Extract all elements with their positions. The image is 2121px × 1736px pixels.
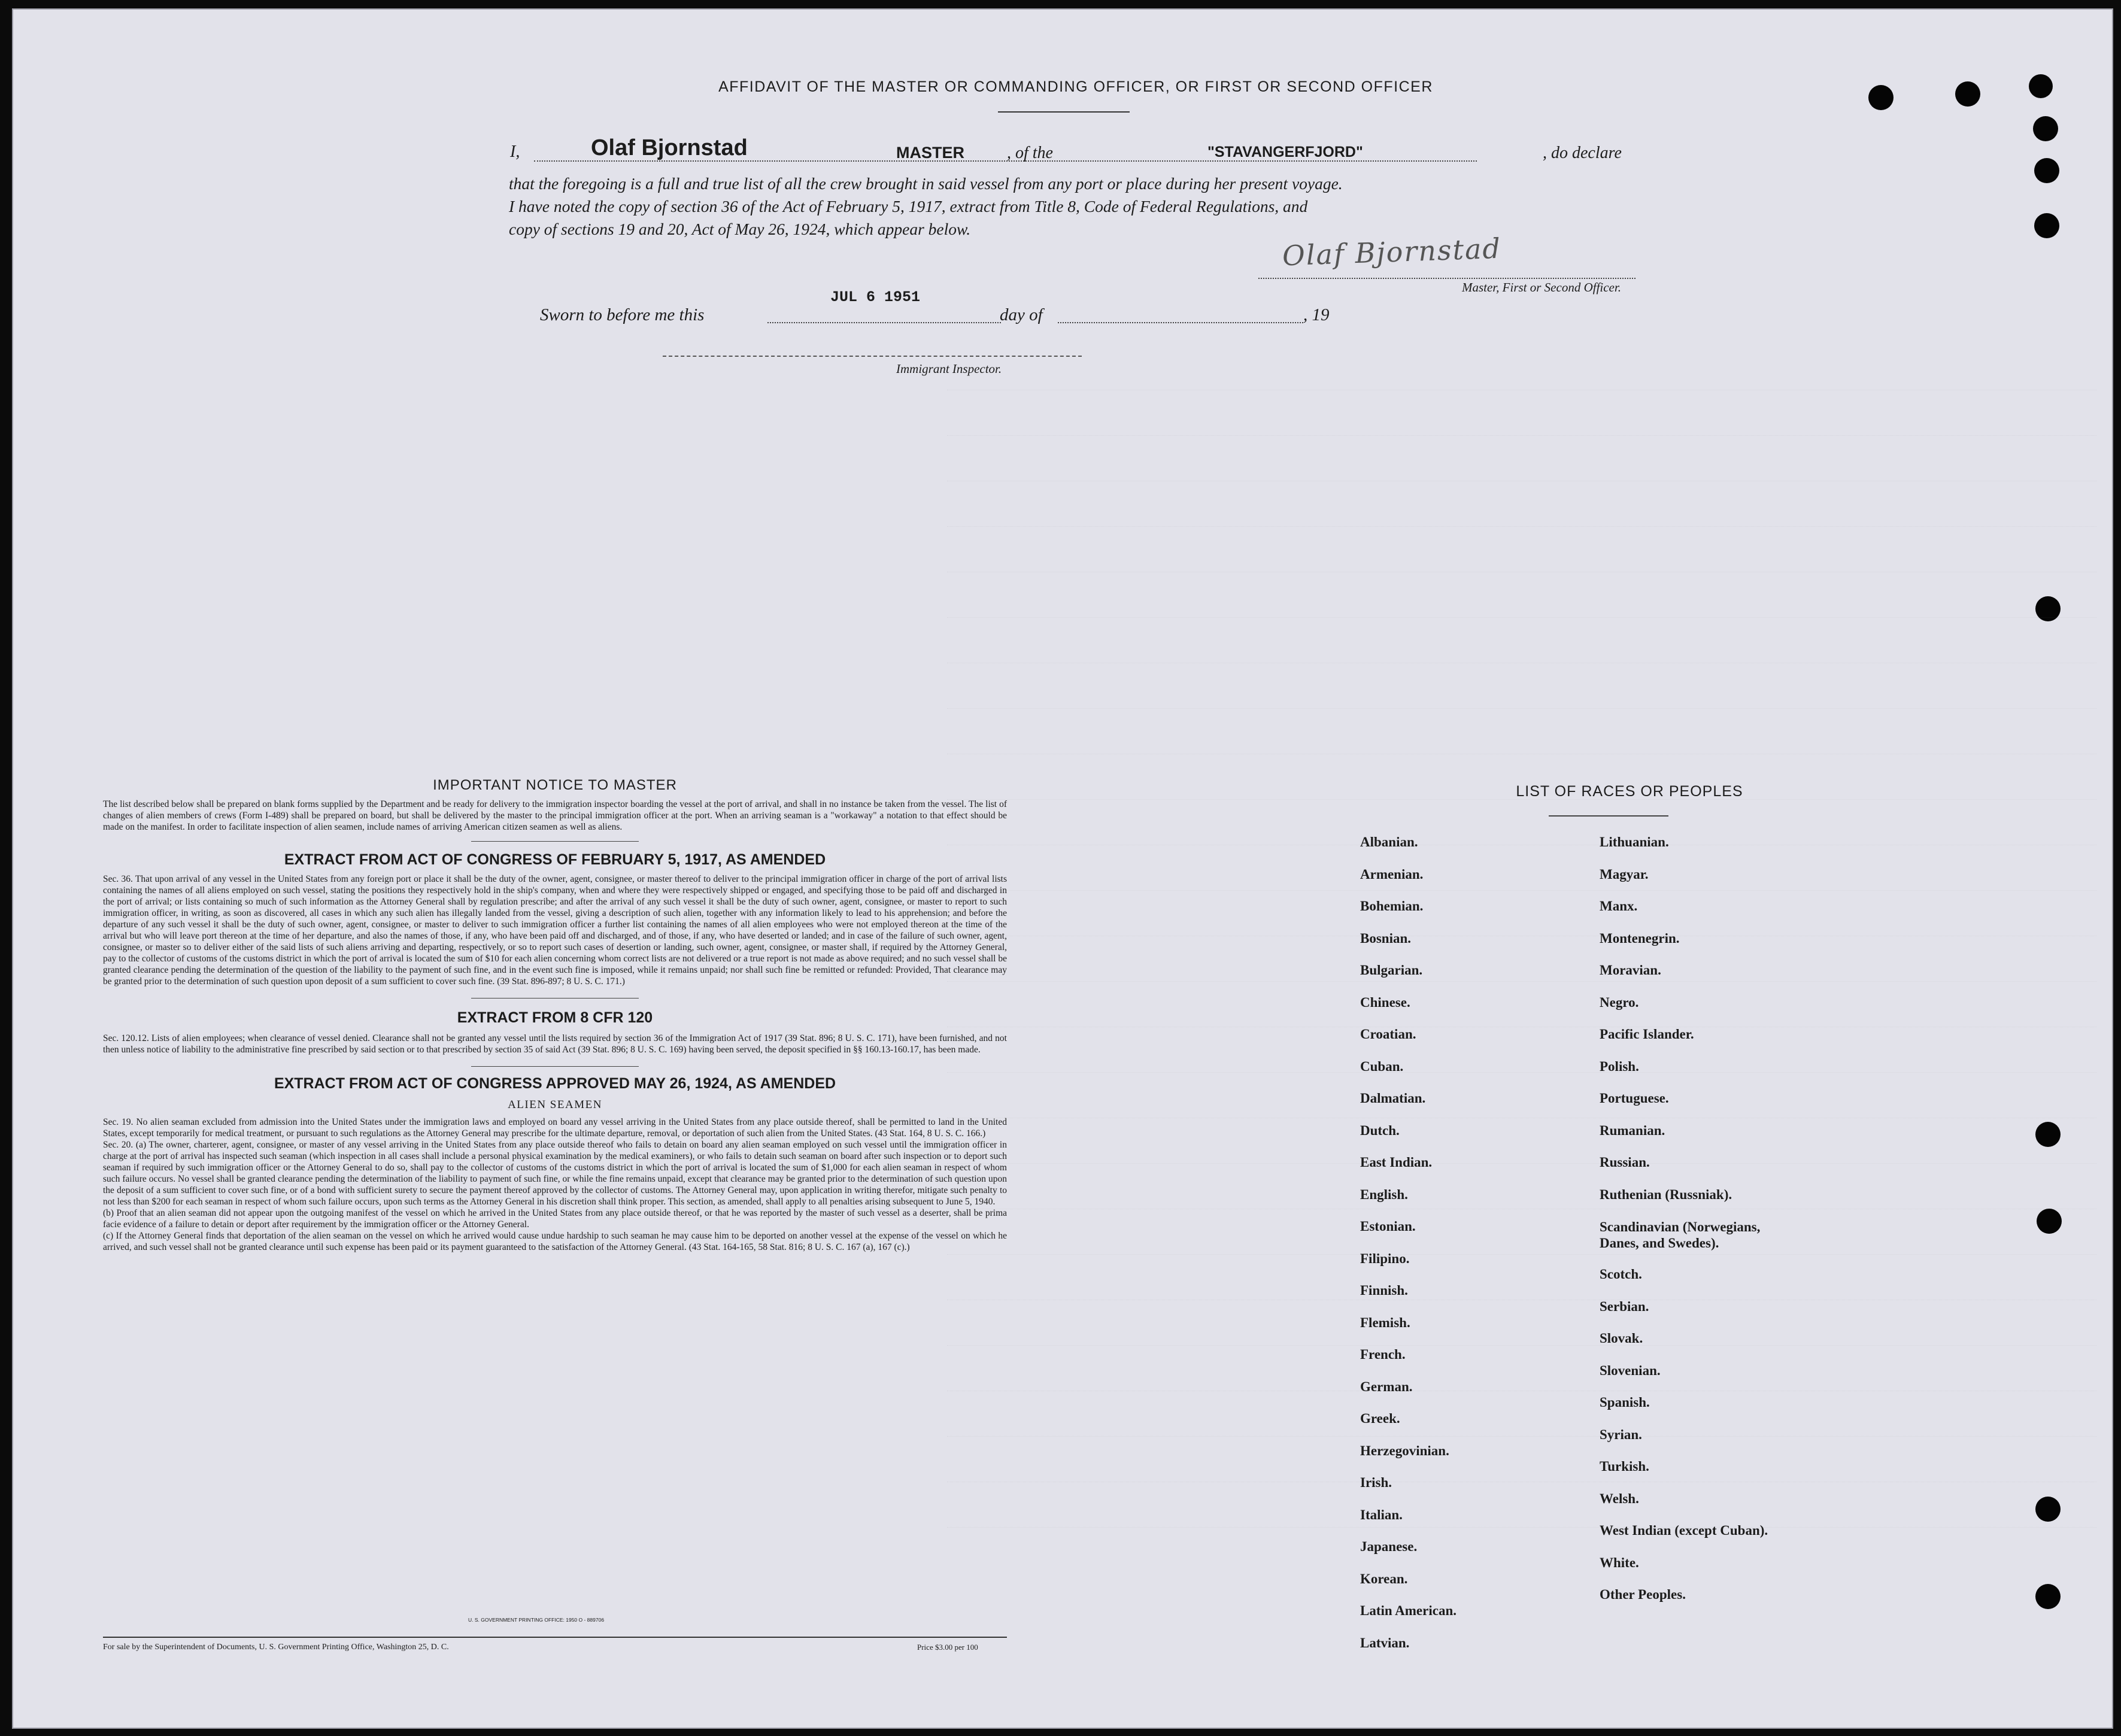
- punch-hole: [2034, 158, 2059, 183]
- race-item: White.: [1600, 1555, 1639, 1570]
- declaration-body: [509, 172, 1646, 241]
- race-item: Filipino.: [1360, 1251, 1410, 1266]
- races-left-list: [1360, 834, 1588, 1667]
- race-item: Dalmatian.: [1360, 1091, 1426, 1106]
- master-rank: MASTER: [896, 144, 964, 162]
- race-item: Negro.: [1600, 994, 1639, 1010]
- sworn-prefix: Sworn to before me this: [540, 305, 705, 324]
- race-item: Japanese.: [1360, 1539, 1418, 1554]
- for-sale-note: For sale by the Superintendent of Documents, U. S. Government Printing Office, Washington 25, D. C.: [103, 1643, 449, 1652]
- extract-1924-sec20c: (c) If the Attorney General finds that deportation of the alien seaman on the vessel on which he arrived would cause undue hardship to such seaman he may cause him to be deported on another vessel at the expense of the vessel on which he arrived, and such vessel shall not be granted clearance until such expense has been paid or its payment guaranteed to the satisfaction of the Attorney General. (43 Stat. 164-165, 58 Stat. 816; 8 U. S. C. 167 (a), 167 (c).): [103, 1231, 1007, 1252]
- race-item: Lithuanian.: [1600, 834, 1669, 849]
- pronoun: I,: [510, 142, 520, 161]
- extract-1924-subtitle: ALIEN SEAMEN: [508, 1098, 602, 1111]
- races-title-rule: [1549, 815, 1668, 817]
- race-item: Bohemian.: [1360, 899, 1424, 913]
- race-item: Welsh.: [1600, 1491, 1639, 1506]
- declaration-line-4: copy of sections 19 and 20, Act of May 26, 1924, which appear below.: [509, 220, 971, 238]
- race-item: Spanish.: [1600, 1395, 1650, 1410]
- race-item: Portuguese.: [1600, 1091, 1669, 1106]
- race-item: Chinese.: [1360, 994, 1410, 1010]
- punch-hole: [1955, 81, 1980, 107]
- race-item: Manx.: [1600, 899, 1638, 913]
- race-item: Serbian.: [1600, 1298, 1649, 1314]
- race-item: East Indian.: [1360, 1155, 1433, 1170]
- race-item: Slovak.: [1600, 1331, 1643, 1346]
- race-item: French.: [1360, 1347, 1406, 1362]
- race-item: Korean.: [1360, 1571, 1408, 1586]
- day-fill-line: [767, 322, 1001, 323]
- footer-rule: [103, 1637, 1007, 1638]
- title-rule: [998, 111, 1130, 113]
- day-of-label: day of: [1000, 305, 1043, 324]
- race-item: Magyar.: [1600, 866, 1649, 882]
- race-item: Russian.: [1600, 1155, 1650, 1170]
- extract-cfr-body: Sec. 120.12. Lists of alien employees; when clearance of vessel denied. Clearance shall not be granted any vessel until the lists required by section 36 of the Immigration Act of 1917 (39 Stat. 896; 8 U. S. C. 171), have been furnished, and not then unless notice of liability to the administrative fine prescribed by said section or to that prescribed by section 35 of said Act (39 Stat. 896; 8 U. S. C. 169) having been served, the deposit specified in §§ 160.13-160.17, has been made.: [103, 1033, 1007, 1055]
- race-item: Cuban.: [1360, 1058, 1404, 1074]
- inspector-caption: Immigrant Inspector.: [896, 362, 1002, 376]
- race-item: Herzegovinian.: [1360, 1443, 1449, 1458]
- punch-hole: [2033, 116, 2058, 141]
- race-item: Croatian.: [1360, 1027, 1416, 1042]
- sworn-line: [540, 289, 1378, 336]
- race-item: Slovenian.: [1600, 1362, 1661, 1378]
- section-rule: [471, 841, 639, 842]
- race-item: Pacific Islander.: [1600, 1027, 1694, 1042]
- race-item: Scandinavian (Norwegians, Danes, and Swedes).: [1600, 1219, 1761, 1251]
- notice-body: The list described below shall be prepared on blank forms supplied by the Department and be ready for delivery to the immigration inspector boarding the vessel at the port of arrival, and shall in no instance be taken from the vessel. The list of changes of alien members of crews (Form I-489) shall be prepared on board, but shall be delivered by the master to the principal immigration officer at the port. When an arriving seaman is a "workaway" a notation to that effect should be made on the manifest. In order to facilitate inspection of alien seamen, include names of arriving American citizen seamen as well as aliens.: [103, 799, 1007, 832]
- signature-line: [1258, 278, 1635, 279]
- race-item: Polish.: [1600, 1058, 1639, 1074]
- race-item: Armenian.: [1360, 866, 1424, 882]
- race-item: Flemish.: [1360, 1315, 1410, 1330]
- race-item: Other Peoples.: [1600, 1587, 1686, 1602]
- race-item: English.: [1360, 1186, 1408, 1202]
- date-stamp: JUL 6 1951: [830, 289, 921, 306]
- month-fill-line: [1058, 322, 1303, 323]
- vessel-name: "STAVANGERFJORD": [1207, 144, 1363, 160]
- race-item: Latvian.: [1360, 1635, 1410, 1650]
- race-item: Rumanian.: [1600, 1122, 1665, 1138]
- race-item: Turkish.: [1600, 1459, 1649, 1474]
- extract-1924-sec20b: (b) Proof that an alien seaman did not appear upon the outgoing manifest of the vessel on which he arrived in the United States from any place outside thereof, or that he was reported by the master of such vessel as a deserter, shall be prima facie evidence of a failure to detain or deport after requirement by the immigration officer or the Attorney General.: [103, 1208, 1007, 1230]
- master-name: Olaf Bjornstad: [591, 135, 748, 160]
- race-item: Scotch.: [1600, 1267, 1642, 1282]
- races-title: LIST OF RACES OR PEOPLES: [1516, 783, 1743, 800]
- punch-hole: [2034, 213, 2059, 238]
- punch-hole: [2035, 1584, 2061, 1609]
- race-item: German.: [1360, 1379, 1413, 1394]
- race-item: Bulgarian.: [1360, 963, 1423, 978]
- race-item: Latin American.: [1360, 1603, 1457, 1618]
- extract-1924-title: EXTRACT FROM ACT OF CONGRESS APPROVED MAY 26, 1924, AS AMENDED: [274, 1075, 836, 1092]
- extract-1917-body: Sec. 36. That upon arrival of any vessel in the United States from any foreign port or place it shall be the duty of the owner, agent, consignee, or master thereof to deliver to the principal immigration officer in charge of the port of arrival lists containing the names of all aliens employed on such vessel, stating the positions they respectively hold in the ship's company, when and where they were respectively shipped or engaged, and specifying those to be paid off and discharged in the port of arrival; or lists containing so much of such information as the Attorney General shall by regulation prescribe; and after the arrival of any such vessel it shall be the duty of such owner, agent, consignee, or master to report to such immigration officer, in writing, as soon as discovered, all cases in which any such alien has illegally landed from the vessel, giving a description of such alien, together with any information likely to lead to his apprehension; and before the departure of any such vessel it shall be the duty of such owner, agent, consignee, or master to deliver to such immigration officer a further list containing the names of all alien employees who were not employed thereon at the time of the arrival but who will leave port thereon at the time of her departure, and also the names of those, if any, who have been paid off and discharged, and of those, if any, who have deserted or landed; and in case of the failure of such owner, agent, consignee, or master so to deliver either of the said lists of such aliens arriving and departing, respectively, or so to report such cases of desertion or landing, such owner, agent, consignee, or master shall, if required by the Attorney General, pay to the collector of customs of the customs district in which the port of arrival is located the sum of $10 for each alien concerning whom correct lists are not delivered or a true report is not made as above required; and no such vessel shall be granted clearance pending the determination of the question of the liability to the payment of such fine, and in the event such fine is imposed, while it remains unpaid; nor shall such fine be remitted or refunded: Provided, That clearance may be granted prior to the determination of such question upon deposit of a sum sufficient to cover such fine. (39 Stat. 896-897; 8 U. S. C. 171.): [103, 874, 1007, 987]
- race-item: Bosnian.: [1360, 930, 1412, 946]
- inspector-signature-line: [663, 356, 1082, 357]
- race-item: Syrian.: [1600, 1427, 1642, 1442]
- master-signature: Olaf Bjornstad: [1282, 232, 1502, 272]
- declaration-line-2: that the foregoing is a full and true list of all the crew brought in said vessel from any port or place during her present voyage.: [509, 174, 1343, 193]
- race-item: Irish.: [1360, 1475, 1392, 1490]
- section-rule: [471, 1066, 639, 1067]
- extract-1924-sec20a: Sec. 20. (a) The owner, charterer, agent, consignee, or master of any vessel arriving in the United States from any place outside thereof who fails to detain on board any alien seaman employed on such vessel until the immigration officer in charge at the port of arrival has inspected such seaman (which inspection in all cases shall include a personal physical examination by the medical examiners), or who fails to detain such seaman on board after such inspection or to deport such seaman if required by such immigration officer or the Attorney General to do so, shall pay to the collector of customs of the customs district in which the port of arrival is located the sum of $1,000 for each alien seaman in respect of whom such failure occurs. No vessel shall be granted clearance pending the determination of the liability to payment of such fine, or while the fine remains unpaid, except that clearance may be granted prior to the determination of such question upon the deposit of a sum sufficient to cover such fine, or of a bond with sufficient surety to secure the payment thereof approved by the collector of customs. The Attorney General may, upon application in writing therefor, mitigate such penalty to not less than $200 for each seaman in respect of whom such failure occurs, upon such terms as the Attorney General in his discretion shall think proper. This section, as amended, shall apply to all penalties arising subsequent to June 5, 1940.: [103, 1140, 1007, 1207]
- race-item: Dutch.: [1360, 1122, 1400, 1138]
- left-column: [103, 777, 1007, 1253]
- affidavit-page: [12, 8, 2113, 1729]
- race-item: Estonian.: [1360, 1219, 1416, 1234]
- race-item: Italian.: [1360, 1507, 1403, 1522]
- year-prefix: , 19: [1303, 305, 1330, 324]
- race-item: West Indian (except Cuban).: [1600, 1523, 1768, 1538]
- race-item: Finnish.: [1360, 1283, 1408, 1298]
- price-note: Price $3.00 per 100: [917, 1643, 978, 1652]
- extract-1924-sec19: Sec. 19. No alien seaman excluded from admission into the United States under the immigration laws and employed on board any vessel arriving in the United States from any place outside thereof, shall be permitted to land in the United States, except temporarily for medical treatment, or pursuant to such regulations as the Attorney General may prescribe for the ultimate departure, removal, or deportation of such alien from the United States. (43 Stat. 164, 8 U. S. C. 166.): [103, 1117, 1007, 1139]
- of-the-label: , of the: [1007, 144, 1053, 162]
- extract-cfr-title: EXTRACT FROM 8 CFR 120: [457, 1009, 653, 1026]
- declaration-line-3: I have noted the copy of section 36 of the Act of February 5, 1917, extract from Title 8, Code of Federal Regulations, and: [509, 197, 1308, 216]
- races-right-list: [1600, 834, 1875, 1619]
- notice-title: IMPORTANT NOTICE TO MASTER: [433, 777, 677, 793]
- do-declare-label: , do declare: [1543, 144, 1622, 162]
- race-item: Greek.: [1360, 1411, 1400, 1426]
- extract-1917-title: EXTRACT FROM ACT OF CONGRESS OF FEBRUARY 5, 1917, AS AMENDED: [284, 851, 826, 868]
- race-item: Montenegrin.: [1600, 930, 1680, 946]
- race-item: Moravian.: [1600, 963, 1661, 978]
- race-item: Albanian.: [1360, 834, 1418, 849]
- race-item: Ruthenian (Russniak).: [1600, 1186, 1732, 1202]
- declaration-line: [510, 135, 1647, 169]
- punch-hole: [1868, 85, 1894, 110]
- punch-hole: [2029, 74, 2053, 98]
- printing-office-note: U. S. GOVERNMENT PRINTING OFFICE: 1950 O - 889706: [468, 1617, 605, 1623]
- signature-caption: Master, First or Second Officer.: [1462, 280, 1621, 295]
- affidavit-title: AFFIDAVIT OF THE MASTER OR COMMANDING OFFICER, OR FIRST OR SECOND OFFICER: [718, 78, 1433, 95]
